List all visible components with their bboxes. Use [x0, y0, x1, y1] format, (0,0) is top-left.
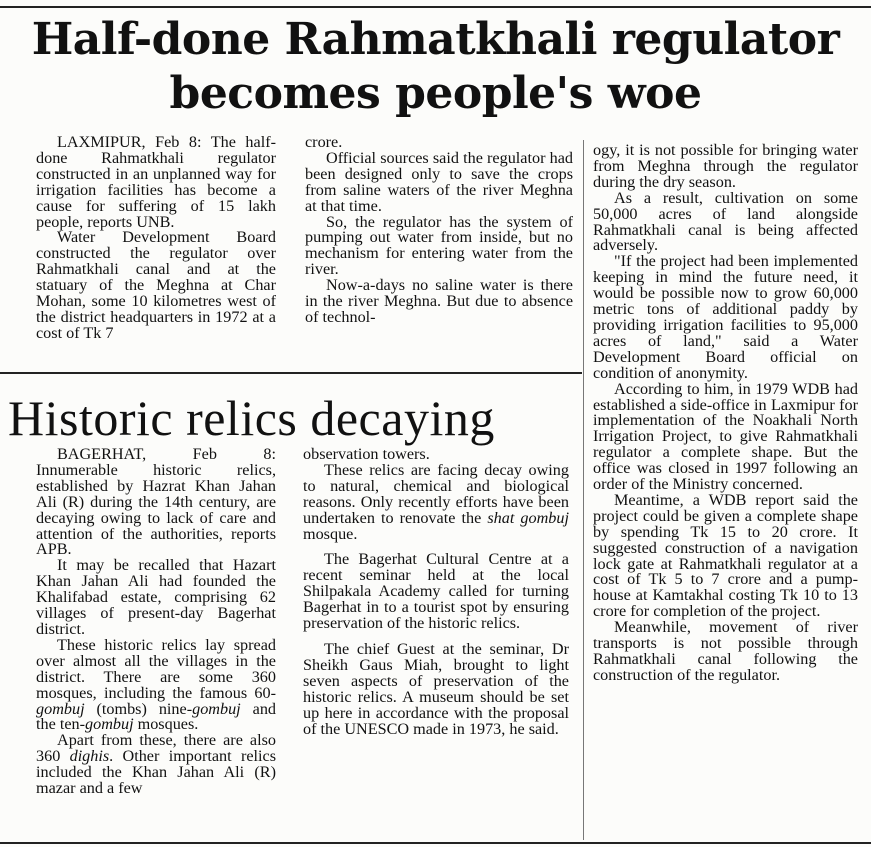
- story-a-paragraph: crore.: [305, 135, 343, 151]
- story-b-paragraph: These relics are facing decay owing to natural, chemical and biological reasons. Only recently efforts have been undertaken to renovate the shat gombuj mosque.: [303, 460, 569, 543]
- story-a-paragraph: "If the project had been implemented keeping in mind the future need, it would be possible now to grow 60,000 metric tons of additional paddy by providing irrigation facilities to 95,000 acres of land," said a Water Development Board official on condition of anonymity.: [593, 252, 858, 382]
- story-a-paragraph: So, the regulator has the system of pumping out water from inside, but no mechanism for entering water from the river.: [305, 212, 573, 279]
- story-a-paragraph: Meanwhile, movement of river transports is not possible through Rahmatkhali canal following the construction of the regulator.: [593, 618, 858, 684]
- story-a-paragraph: Official sources said the regulator had been designed only to save the crops from saline waters of the river Meghna at that time.: [305, 148, 573, 215]
- story-b-column-2: [303, 447, 569, 839]
- story-b-paragraph: It may be recalled that Hazart Khan Jahan Ali had founded the Khalifabad estate, comprising 62 villages of present-day Bagerhat district.: [36, 556, 276, 638]
- story-a-paragraph: Now-a-days no saline water is there in the river Meghna. But due to absence of technol-: [305, 276, 573, 326]
- story-b-paragraph: Apart from these, there are also 360 dighis. Other important relics included the Khan Jahan Ali (R) mazar and a few: [36, 731, 276, 798]
- dighis-term: dighis: [69, 747, 110, 766]
- story-a-paragraph: As a result, cultivation on some 50,000 acres of land alongside Rahmatkhali canal is being affected adversely.: [593, 188, 858, 255]
- story-a-headline-line2: becomes people's woe: [169, 68, 702, 119]
- story-b-column-1: [36, 447, 276, 837]
- story-a-paragraph: ogy, it is not possible for bringing water from Meghna through the regulator during the dry season.: [593, 143, 858, 191]
- story-a-paragraph: According to him, in 1979 WDB had established a side-office in Laxmipur for implementation of the Noakhali North Irrigation Project, to give Rahmatkhali regulator a complete shape. But the office was closed in 1997 following an order of the Ministry concerned.: [593, 379, 858, 494]
- story-a-column-3: [593, 143, 858, 838]
- gombuj-term: gombuj: [192, 699, 241, 718]
- story-a-paragraph: Meantime, a WDB report said the project could be given a complete shape by spending Tk 15 to 20 crore. It suggested construction of a navigation lock gate at Rahmatkhali regulator at a cost of Tk 5 to 7 crore and a pump-house at Kamtakhal costing Tk 10 to 13 crore for completion of the project.: [593, 490, 858, 621]
- story-a-column-2: [305, 135, 573, 367]
- top-rule: [0, 6, 871, 8]
- story-b-paragraph: observation towers.: [303, 447, 430, 463]
- shat-gombuj-term: shat gombuj: [487, 508, 569, 527]
- story-a-paragraph: Water Development Board constructed the regulator over Rahmatkhali canal and at the statuary of the Meghna at Char Mohan, some 10 kilometres west of the district headquarters in 1972 at a cost of Tk 7: [36, 228, 276, 342]
- story-b-paragraph: The Bagerhat Cultural Centre at a recent seminar held at the local Shilpakala Academy called for turning Bagerhat in to a tourist spot by ensuring preservation of the historic relics.: [303, 550, 569, 633]
- story-a-column-1: [36, 135, 276, 365]
- bottom-rule: [0, 842, 871, 844]
- column-divider: [583, 140, 584, 840]
- story-a-paragraph: LAXMIPUR, Feb 8: The half-done Rahmatkhali regulator constructed in an unplanned way for irrigation facilities has become a cause for suffering of 15 lakh people, reports UNB.: [36, 135, 276, 231]
- story-b-headline: Historic relics decaying: [8, 390, 495, 446]
- gombuj-term: gombuj: [36, 699, 85, 718]
- gombuj-term: gombuj: [85, 715, 134, 734]
- story-b-paragraph: These historic relics lay spread over almost all the villages in the district. There are some 360 mosques, including the famous 60-gombuj (tombs) nine-gombuj and the ten-gombuj mosques.: [36, 635, 276, 734]
- story-divider: [0, 372, 582, 374]
- story-b-paragraph: BAGERHAT, Feb 8: Innumerable historic relics, established by Hazrat Khan Jahan Ali (R) during the 14th century, are decaying owing to lack of care and attention of the authorities, reports APB.: [36, 447, 276, 559]
- story-a-headline-line1: Half-done Rahmatkhali regulator: [31, 14, 840, 65]
- story-b-paragraph: The chief Guest at the seminar, Dr Sheikh Gaus Miah, brought to light seven aspects of preservation of the historic relics. A museum should be set up here in accordance with the proposal of the UNESCO made in 1973, he said.: [303, 639, 569, 738]
